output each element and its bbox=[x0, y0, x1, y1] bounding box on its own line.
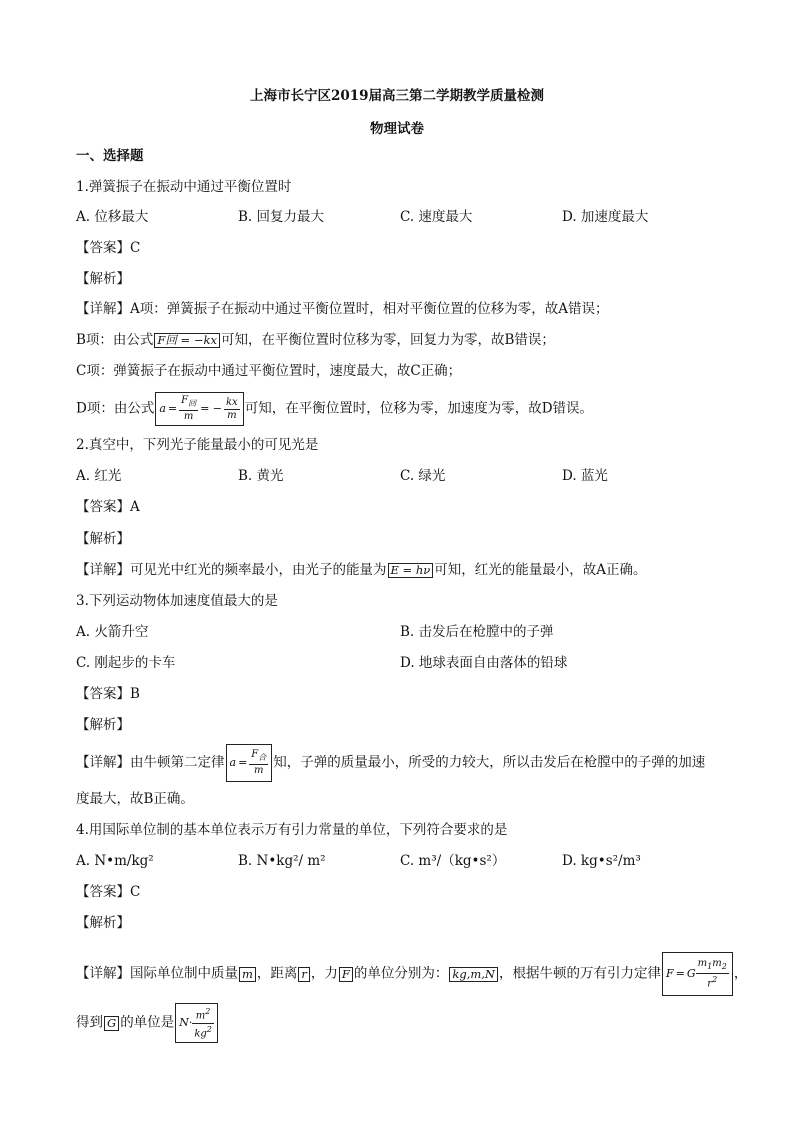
q4-detail-part-6: ， bbox=[733, 965, 748, 982]
gravitational-constant-symbol: G bbox=[104, 1016, 119, 1031]
q2-analysis-label: 【解析】 bbox=[76, 531, 130, 547]
section-heading: 一、选择题 bbox=[76, 148, 144, 164]
photon-energy-formula: E = hν bbox=[388, 563, 434, 578]
gravitational-constant-unit-formula: N· $\frac{m^2}{kg^2}$ bbox=[175, 1003, 218, 1043]
q1-option-d: D. 加速度最大 bbox=[562, 209, 649, 225]
document-subtitle: 物理试卷 bbox=[370, 121, 424, 137]
q4-detail-part-2: ，距离 bbox=[256, 965, 298, 982]
question-3-stem: 3.下列运动物体加速度值最大的是 bbox=[76, 593, 278, 609]
q1-option-c: C. 速度最大 bbox=[400, 209, 473, 225]
q3-analysis-label: 【解析】 bbox=[76, 717, 130, 733]
distance-symbol: r bbox=[298, 967, 310, 982]
q1-detail-b-suffix: 可知，在平衡位置时位移为零，回复力为零，故B错误； bbox=[220, 332, 555, 348]
q4-option-b: B. N•kg²/ m² bbox=[238, 853, 326, 869]
q3-option-b: B. 击发后在枪膛中的子弹 bbox=[400, 624, 554, 640]
gravitation-law-formula: F = G $\frac{m_1m_2}{r^2}$ bbox=[662, 952, 733, 996]
q2-option-d: D. 蓝光 bbox=[562, 468, 608, 484]
q3-detail-b: 度最大，故B正确。 bbox=[76, 791, 194, 807]
newton-second-law-formula: a = $\frac{F_合}{m}$ bbox=[226, 744, 273, 782]
q1-analysis-label: 【解析】 bbox=[76, 271, 130, 287]
q3-option-d: D. 地球表面自由落体的铅球 bbox=[400, 655, 568, 671]
q3-detail-suffix: 知，子弹的质量最小，所受的力较大，所以击发后在枪膛中的子弹的加速 bbox=[273, 754, 706, 771]
q2-option-a: A. 红光 bbox=[76, 468, 122, 484]
q2-option-c: C. 绿光 bbox=[400, 468, 446, 484]
q3-option-c: C. 刚起步的卡车 bbox=[76, 655, 176, 671]
q4-detail-part-1: 【详解】国际单位制中质量 bbox=[76, 965, 238, 982]
q4-detail-part-5: ，根据牛顿的万有引力定律 bbox=[499, 965, 661, 982]
q2-option-b: B. 黄光 bbox=[238, 468, 284, 484]
q4-detail-part-4: 的单位分别为： bbox=[353, 965, 449, 982]
q1-option-b: B. 回复力最大 bbox=[238, 209, 325, 225]
restoring-force-formula: F回 = −kx bbox=[154, 333, 220, 348]
q3-answer: 【答案】B bbox=[76, 686, 140, 702]
q2-answer: 【答案】A bbox=[76, 499, 140, 515]
acceleration-formula: a = $\frac{F_回}{m}$ = − $\frac{kx}{m}$ bbox=[155, 392, 243, 426]
q4-detail-part-7: 得到 bbox=[76, 1014, 103, 1031]
q4-detail-part-8: 的单位是 bbox=[120, 1014, 175, 1031]
q2-detail bbox=[76, 561, 647, 579]
q1-detail-d-suffix: 可知，在平衡位置时，位移为零，加速度为零，故D错误。 bbox=[244, 400, 594, 417]
q1-detail-d-prefix: D项：由公式 bbox=[76, 400, 155, 417]
q4-option-d: D. kg•s²/m³ bbox=[562, 853, 641, 869]
q2-detail-suffix: 可知，红光的能量最小，故A正确。 bbox=[434, 562, 647, 578]
force-symbol: F bbox=[339, 967, 353, 982]
q1-detail-c: C项：弹簧振子在振动中通过平衡位置时，速度最大，故C正确； bbox=[76, 363, 462, 379]
q1-option-a: A. 位移最大 bbox=[76, 209, 149, 225]
q3-detail-prefix: 【详解】由牛顿第二定律 bbox=[76, 754, 225, 771]
question-1-stem: 1.弹簧振子在振动中通过平衡位置时 bbox=[76, 179, 292, 195]
q4-detail-a bbox=[76, 952, 747, 996]
q1-detail-a: 【详解】A项：弹簧振子在振动中通过平衡位置时，相对平衡位置的位移为零，故A错误； bbox=[76, 301, 609, 317]
question-4-stem: 4.用国际单位制的基本单位表示万有引力常量的单位，下列符合要求的是 bbox=[76, 822, 508, 838]
q1-answer: 【答案】C bbox=[76, 240, 141, 256]
question-2-stem: 2.真空中，下列光子能量最小的可见光是 bbox=[76, 437, 319, 453]
q4-detail-part-3: ，力 bbox=[310, 965, 338, 982]
si-units-formula: kg,m,N bbox=[449, 967, 498, 982]
q1-detail-b bbox=[76, 331, 555, 349]
q4-option-a: A. N•m/kg² bbox=[76, 853, 154, 869]
q2-detail-prefix: 【详解】可见光中红光的频率最小，由光子的能量为 bbox=[76, 562, 387, 578]
q4-option-c: C. m³/（kg•s²） bbox=[400, 853, 506, 869]
q3-option-a: A. 火箭升空 bbox=[76, 624, 149, 640]
mass-symbol: m bbox=[239, 967, 256, 982]
document-title: 上海市长宁区2019届高三第二学期教学质量检测 bbox=[249, 88, 545, 104]
q4-answer: 【答案】C bbox=[76, 884, 141, 900]
q1-detail-d bbox=[76, 392, 593, 426]
q3-detail-a bbox=[76, 744, 705, 782]
q4-analysis-label: 【解析】 bbox=[76, 915, 130, 931]
q1-detail-b-prefix: B项：由公式 bbox=[76, 332, 154, 348]
q4-detail-b bbox=[76, 1003, 219, 1043]
